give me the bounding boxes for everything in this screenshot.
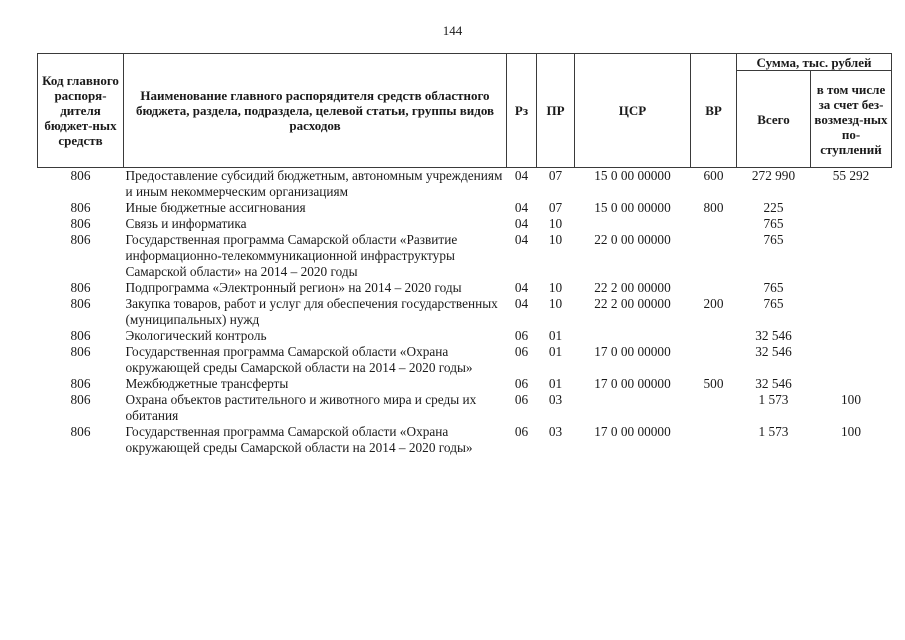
cell-csr: 15 0 00 00000: [594, 200, 671, 215]
cell-name: Связь и информатика: [125, 216, 247, 231]
cell-csr: 17 0 00 00000: [594, 424, 671, 439]
cell-code: 806: [70, 200, 91, 215]
cell-free: [811, 232, 892, 280]
budget-table-container: [37, 53, 891, 456]
cell-rz: 04: [514, 200, 529, 215]
table-row: [38, 376, 892, 392]
cell-name: Государственная программа Самарской области «Охрана окружающей среды Самарской области на 2014 – 2020 годы»: [125, 424, 473, 455]
cell-code: 806: [70, 280, 91, 295]
cell-csr: [575, 216, 691, 232]
cell-pr: 01: [548, 328, 563, 343]
cell-pr: 10: [548, 296, 563, 311]
header-pr: ПР: [537, 54, 575, 168]
cell-pr: 03: [548, 424, 563, 439]
header-rz: Рз: [507, 54, 537, 168]
cell-name: Предоставление субсидий бюджетным, автономным учреждениям и иным некоммерческим организациям: [125, 168, 503, 199]
cell-csr: 15 0 00 00000: [594, 168, 671, 183]
cell-vr: [691, 392, 737, 424]
cell-name: Охрана объектов растительного и животного мира и среды их обитания: [125, 392, 477, 423]
cell-code: 806: [70, 344, 91, 359]
cell-code: 806: [70, 376, 91, 391]
cell-rz: 04: [514, 216, 529, 231]
cell-total: 765: [763, 280, 784, 295]
header-free: в том числе за счет без-возмезд-ных по-ступлений: [811, 71, 892, 168]
cell-total: 32 546: [755, 344, 792, 359]
cell-total: 32 546: [755, 328, 792, 343]
cell-code: 806: [70, 424, 91, 439]
cell-vr: 600: [703, 168, 724, 183]
table-row: [38, 200, 892, 216]
cell-rz: 04: [514, 296, 529, 311]
cell-total: 32 546: [755, 376, 792, 391]
cell-total: 765: [763, 216, 784, 231]
page-number: 144: [442, 23, 463, 38]
cell-free: [811, 328, 892, 344]
cell-rz: 06: [514, 424, 529, 439]
cell-total: 765: [763, 232, 784, 247]
cell-name: Экологический контроль: [125, 328, 267, 343]
table-row: [38, 216, 892, 232]
table-body: [38, 168, 892, 457]
cell-vr: [691, 280, 737, 296]
table-row: [38, 232, 892, 280]
table-row: [38, 296, 892, 328]
cell-rz: 06: [514, 392, 529, 407]
cell-total: 1 573: [758, 424, 789, 439]
cell-code: 806: [70, 296, 91, 311]
table-row: [38, 344, 892, 376]
cell-code: 806: [70, 392, 91, 407]
cell-code: 806: [70, 216, 91, 231]
table-header: [38, 54, 892, 168]
cell-vr: [691, 424, 737, 456]
cell-csr: [575, 392, 691, 424]
budget-table: [37, 53, 892, 456]
cell-free: [811, 200, 892, 216]
cell-code: 806: [70, 328, 91, 343]
cell-total: 765: [763, 296, 784, 311]
cell-csr: 22 2 00 00000: [594, 280, 671, 295]
cell-vr: [691, 232, 737, 280]
cell-csr: 17 0 00 00000: [594, 344, 671, 359]
cell-free: 100: [841, 392, 861, 407]
cell-vr: 200: [703, 296, 724, 311]
table-row: [38, 168, 892, 201]
cell-total: 272 990: [751, 168, 796, 183]
cell-pr: 01: [548, 376, 563, 391]
table-row: [38, 328, 892, 344]
cell-name: Подпрограмма «Электронный регион» на 2014 – 2020 годы: [125, 280, 462, 295]
cell-vr: [691, 328, 737, 344]
header-csr: ЦСР: [575, 54, 691, 168]
cell-name: Государственная программа Самарской области «Охрана окружающей среды Самарской области на 2014 – 2020 годы»: [125, 344, 473, 375]
cell-pr: 07: [548, 200, 563, 215]
cell-pr: 07: [548, 168, 563, 183]
cell-pr: 10: [548, 216, 563, 231]
cell-csr: 22 0 00 00000: [594, 232, 671, 247]
table-row: [38, 280, 892, 296]
cell-free: [811, 296, 892, 328]
cell-csr: 22 2 00 00000: [594, 296, 671, 311]
cell-free: [811, 280, 892, 296]
cell-rz: 04: [514, 232, 529, 247]
cell-free: [811, 344, 892, 376]
cell-vr: 500: [703, 376, 724, 391]
cell-rz: 04: [514, 280, 529, 295]
cell-code: 806: [70, 232, 91, 247]
header-name: Наименование главного распорядителя средств областного бюджета, раздела, подраздела, целевой статьи, группы видов расходов: [124, 54, 507, 168]
cell-total: 225: [763, 200, 784, 215]
cell-csr: [575, 328, 691, 344]
cell-free: [811, 216, 892, 232]
header-total: Всего: [737, 71, 811, 168]
header-code: Код главного распоря-дителя бюджет-ных средств: [38, 54, 124, 168]
cell-total: 1 573: [758, 392, 789, 407]
cell-free: 100: [841, 424, 861, 439]
cell-rz: 06: [514, 376, 529, 391]
cell-vr: [691, 344, 737, 376]
cell-name: Межбюджетные трансферты: [125, 376, 289, 391]
cell-rz: 04: [514, 168, 529, 183]
table-row: [38, 392, 892, 424]
cell-pr: 10: [548, 232, 563, 247]
cell-name: Закупка товаров, работ и услуг для обеспечения государственных (муниципальных) нужд: [125, 296, 498, 327]
header-vr: ВР: [691, 54, 737, 168]
cell-free: [811, 376, 892, 392]
cell-pr: 03: [548, 392, 563, 407]
cell-vr: 800: [703, 200, 724, 215]
cell-rz: 06: [514, 344, 529, 359]
cell-name: Иные бюджетные ассигнования: [125, 200, 306, 215]
cell-pr: 10: [548, 280, 563, 295]
header-sum: Сумма, тыс. рублей: [737, 54, 892, 71]
cell-rz: 06: [514, 328, 529, 343]
cell-name: Государственная программа Самарской области «Развитие информационно-телекоммуникационной инфраструктуры Самарской области» на 2014 – 2020 годы: [125, 232, 458, 279]
table-row: [38, 424, 892, 456]
cell-code: 806: [70, 168, 91, 183]
cell-vr: [691, 216, 737, 232]
cell-csr: 17 0 00 00000: [594, 376, 671, 391]
cell-pr: 01: [548, 344, 563, 359]
cell-free: 55 292: [832, 168, 870, 183]
